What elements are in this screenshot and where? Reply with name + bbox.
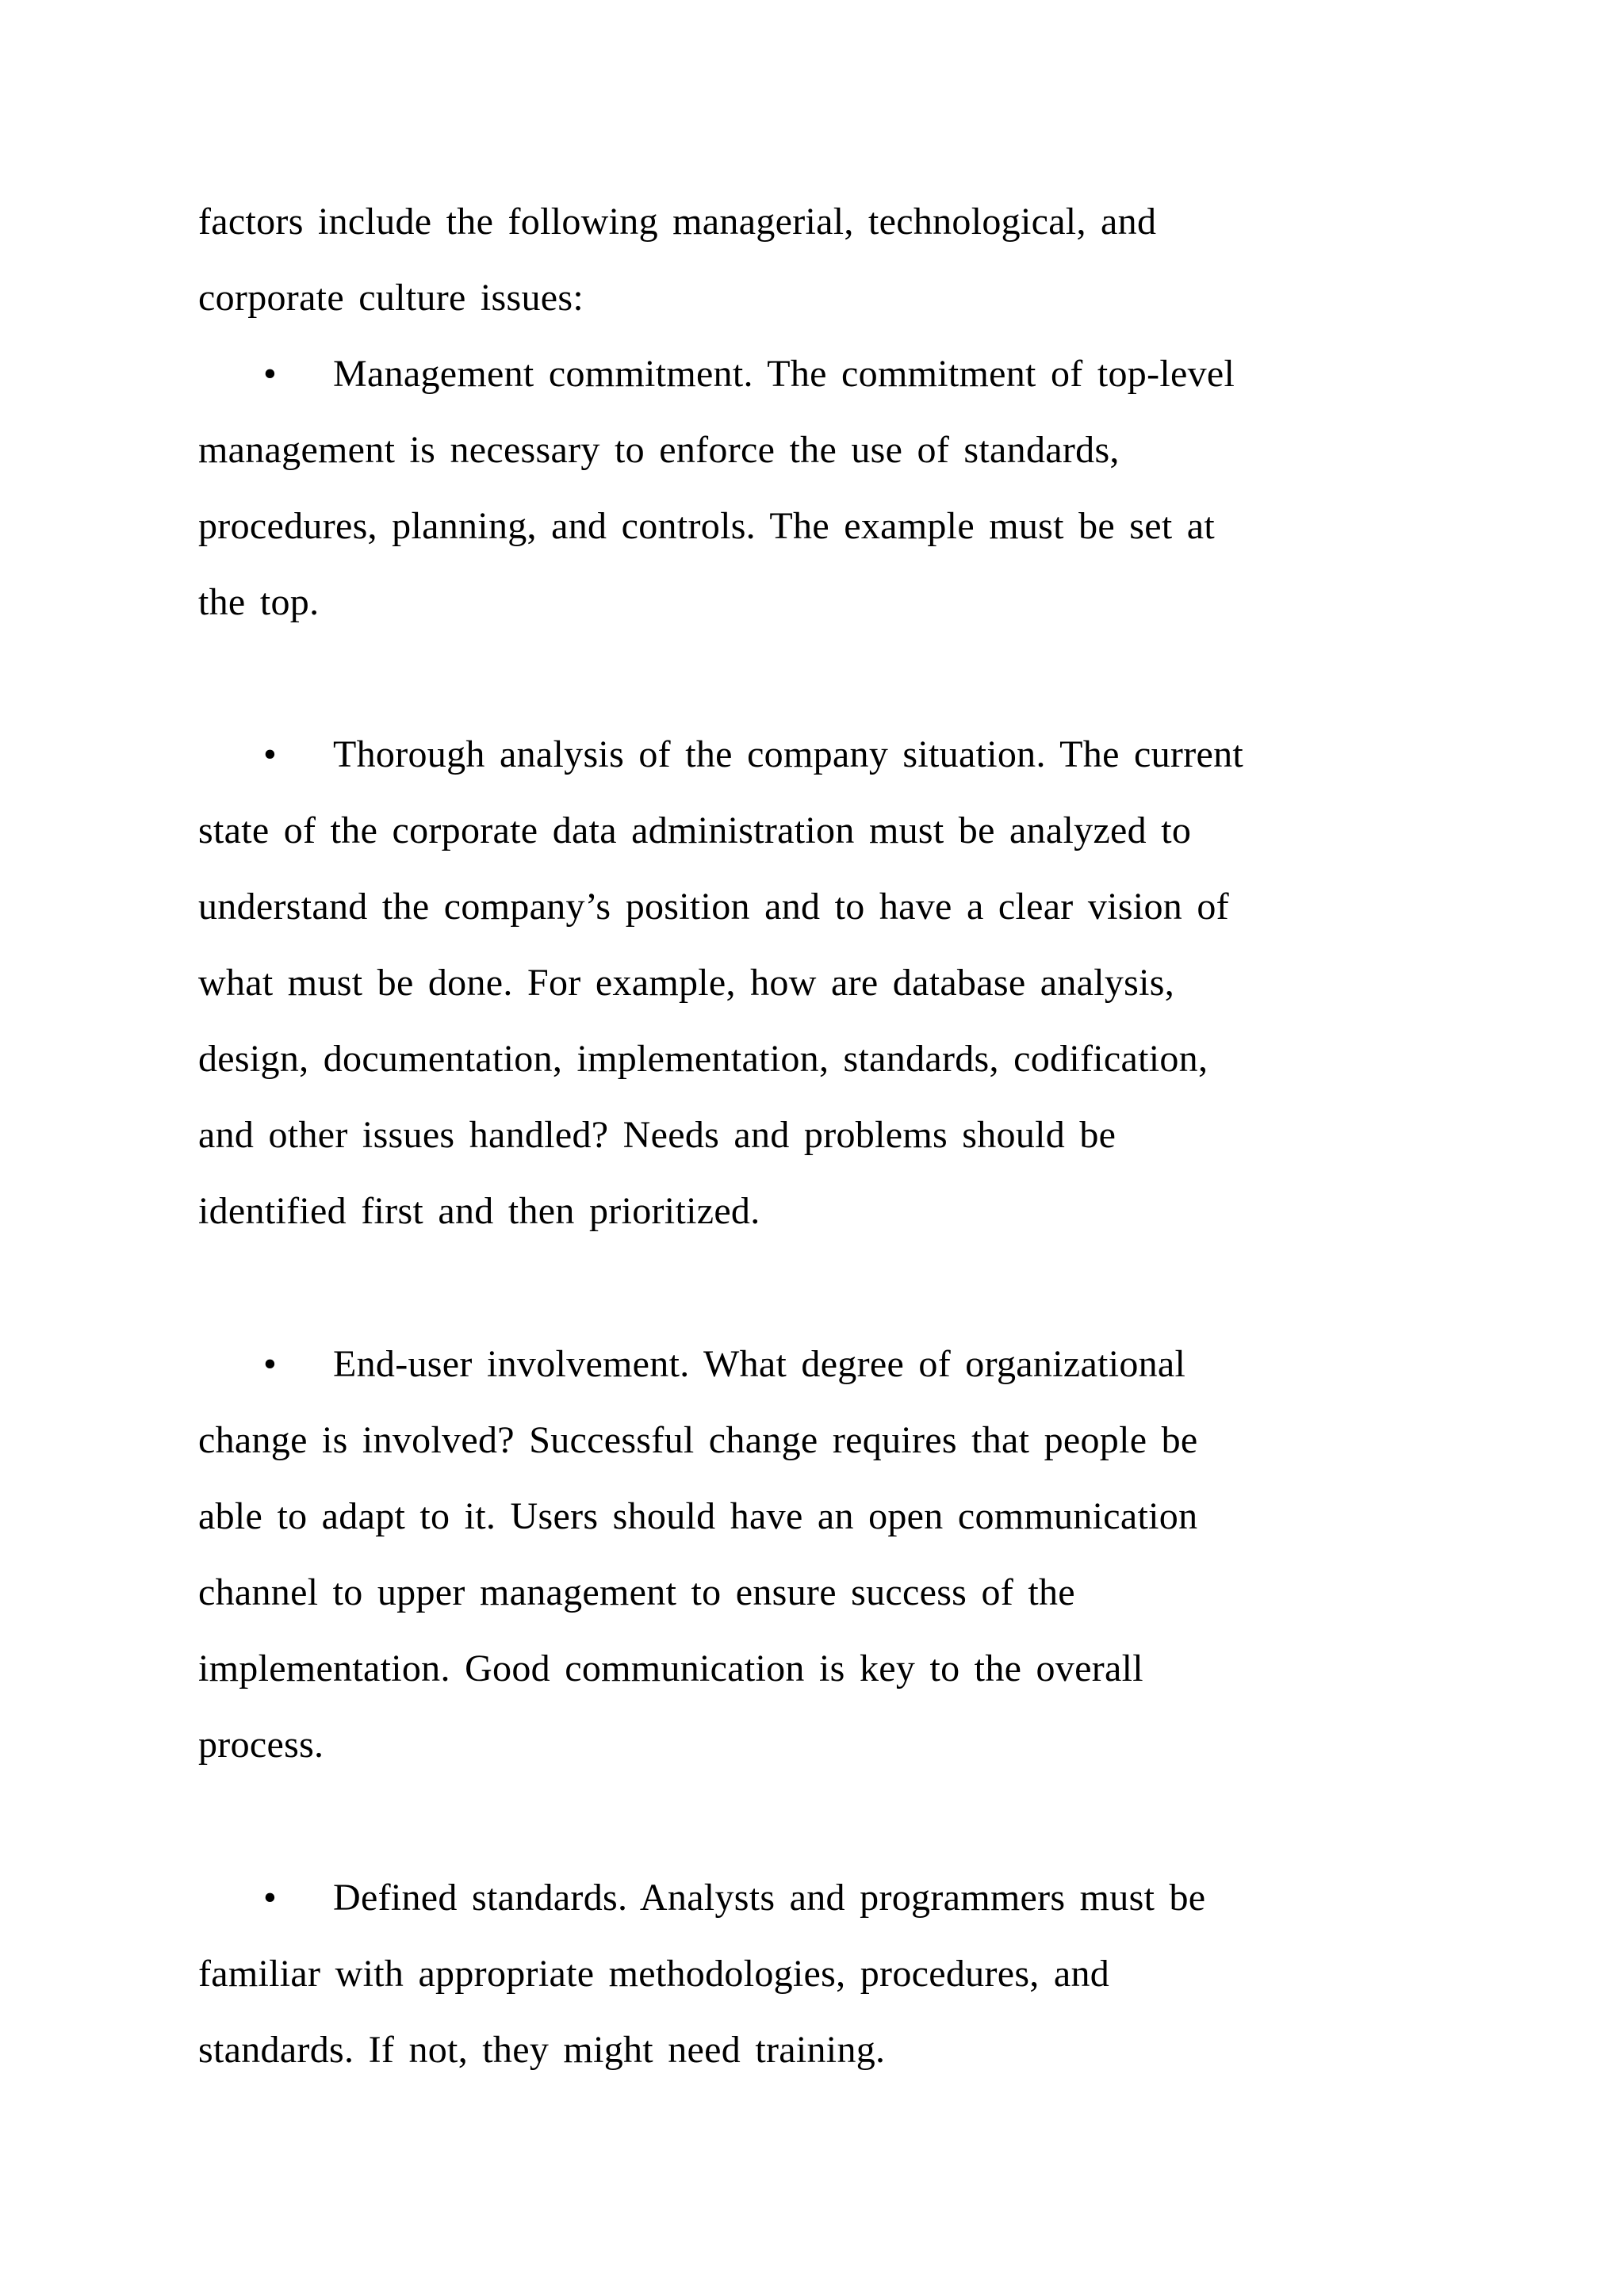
bullet-item-defined-standards: [198, 1874, 1467, 1922]
bullet-item-first-line: End-user involvement. What degree of organizational: [333, 1343, 1186, 1385]
paragraph-line: what must be done. For example, how are database analysis,: [198, 962, 1175, 1004]
paragraph-line: implementation. Good communication is key to the overall: [198, 1647, 1143, 1689]
bullet-icon: •: [263, 353, 278, 395]
bullet-icon: •: [263, 1343, 278, 1385]
paragraph-line: change is involved? Successful change requires that people be: [198, 1419, 1198, 1461]
paragraph-line: process.: [198, 1724, 324, 1766]
paragraph-line: channel to upper management to ensure success of the: [198, 1571, 1075, 1613]
bullet-item-first-line: Thorough analysis of the company situation. The current: [333, 733, 1244, 775]
bullet-item-management-commitment: [198, 350, 1467, 398]
bullet-icon: •: [263, 733, 278, 775]
paragraph-line: able to adapt to it. Users should have an open communication: [198, 1495, 1198, 1537]
bullet-item-thorough-analysis: [198, 731, 1467, 779]
paragraph-line: standards. If not, they might need training.: [198, 2029, 886, 2071]
paragraph-line: design, documentation, implementation, standards, codification,: [198, 1038, 1208, 1080]
intro-line: corporate culture issues:: [198, 277, 584, 319]
paragraph-line: identified first and then prioritized.: [198, 1190, 760, 1232]
paragraph-line: familiar with appropriate methodologies, procedures, and: [198, 1953, 1110, 1995]
intro-line: factors include the following managerial, technological, and: [198, 201, 1157, 243]
paragraph-line: procedures, planning, and controls. The example must be set at: [198, 505, 1216, 547]
paragraph-line: state of the corporate data administration must be analyzed to: [198, 809, 1192, 851]
bullet-item-end-user-involvement: [198, 1341, 1467, 1388]
paragraph-line: management is necessary to enforce the use of standards,: [198, 429, 1120, 471]
paragraph-line: understand the company’s position and to have a clear vision of: [198, 886, 1229, 928]
bullet-icon: •: [263, 1877, 278, 1919]
paragraph-line: and other issues handled? Needs and problems should be: [198, 1114, 1116, 1156]
bullet-item-first-line: Management commitment. The commitment of top-level: [333, 353, 1235, 395]
bullet-item-first-line: Defined standards. Analysts and programmers must be: [333, 1877, 1206, 1919]
paragraph-line: the top.: [198, 581, 320, 623]
